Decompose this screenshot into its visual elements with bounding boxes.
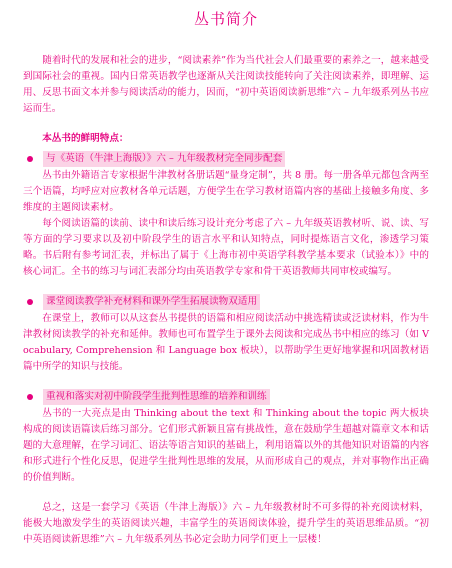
section-3-paragraph-1: 丛书的一大亮点是由 Thinking about the text 和 Thinking about the topic 两大板块构成的阅读语篇读后练习部分。它们形式新颖且富有挑战性，意在鼓励学生超越对篇章文本和话题的大意理解，在学习词汇、语法等语言知识的基础上，利用语篇以外的其他知识对语篇的内容和形式进行个性化反思，促进学生批判性思维的发展，从而形成自己的观点，并对事物作出正确的价值判断。 bbox=[23, 408, 429, 483]
section-heading-1 bbox=[23, 151, 429, 167]
section-1-paragraph-2: 每个阅读语篇的读前、读中和读后练习设计充分考虑了六 – 九年级英语教材听、说、读、写等方面的学习要求以及初中阶段学生的语言水平和认知特点，同时提炼语言文化，渗透学习策略。书后附有参考词汇表，并标出了属于《上海市初中英语学科教学基本要求（试验本）》中的核心词汇。全书的练习与词汇表部分均由英语教学专家和骨干英语教师共同审校或编写。 bbox=[23, 218, 429, 277]
section-heading-2 bbox=[23, 294, 429, 310]
page-title: 丛书简介 bbox=[193, 10, 258, 28]
conclusion-paragraph: 总之，这是一套学习《英语（牛津上海版）》六 – 九年级教材时不可多得的补充阅读材料，能极大地激发学生的英语阅读兴趣，丰富学生的英语阅读体验，提升学生的英语思维品质。“初中英语阅读新思维”六 – 九年级系列丛书必定会助力同学们更上一层楼！ bbox=[23, 502, 429, 545]
section-heading-text: 课堂阅读教学补充材料和课外学生拓展读物双适用 bbox=[43, 294, 260, 310]
section-2-paragraph-1: 在课堂上，教师可以从这套丛书提供的语篇和相应阅读活动中挑选精读或泛读材料，作为牛津教材阅读教学的补充和延伸。教师也可布置学生于课外去阅读和完成丛书中相应的练习（如 Vocabulary, Comprehension 和 Language box 板块），以帮助学生更好地掌握和巩固教材语篇中所学的知识与技能。 bbox=[23, 313, 429, 372]
bullet-icon bbox=[27, 156, 33, 162]
section-dual-use bbox=[23, 294, 429, 375]
bullet-icon bbox=[27, 299, 33, 305]
intro-paragraph: 随着时代的发展和社会的进步，“阅读素养”作为当代社会人们最重要的素养之一，越来越受到国际社会的重视。国内日常英语教学也逐渐从关注阅读技能转向了关注阅读素养，即理解、运用、反思书面文本并参与阅读活动的能力，因而，“初中英语阅读新思维”六 – 九年级系列丛书应运而生。 bbox=[23, 55, 429, 114]
features-heading: 本丛书的鲜明特点： bbox=[42, 133, 129, 144]
section-critical-thinking bbox=[23, 389, 429, 486]
section-heading-3 bbox=[23, 389, 429, 405]
section-heading-text: 重视和落实对初中阶段学生批判性思维的培养和训练 bbox=[43, 389, 270, 405]
section-1-paragraph-1: 丛书由外籍语言专家根据牛津教材各册话题“量身定制”，共 8 册。每一册各单元都包含两至三个语篇，均呼应对应教材各单元话题，方便学生在学习教材语篇内容的基础上接触多角度、多维度的主题阅读素材。 bbox=[23, 170, 429, 213]
section-sync-textbook bbox=[23, 151, 429, 280]
bullet-icon bbox=[27, 394, 33, 400]
section-heading-text: 与《英语（牛津上海版）》六 – 九年级教材完全同步配套 bbox=[43, 151, 285, 167]
